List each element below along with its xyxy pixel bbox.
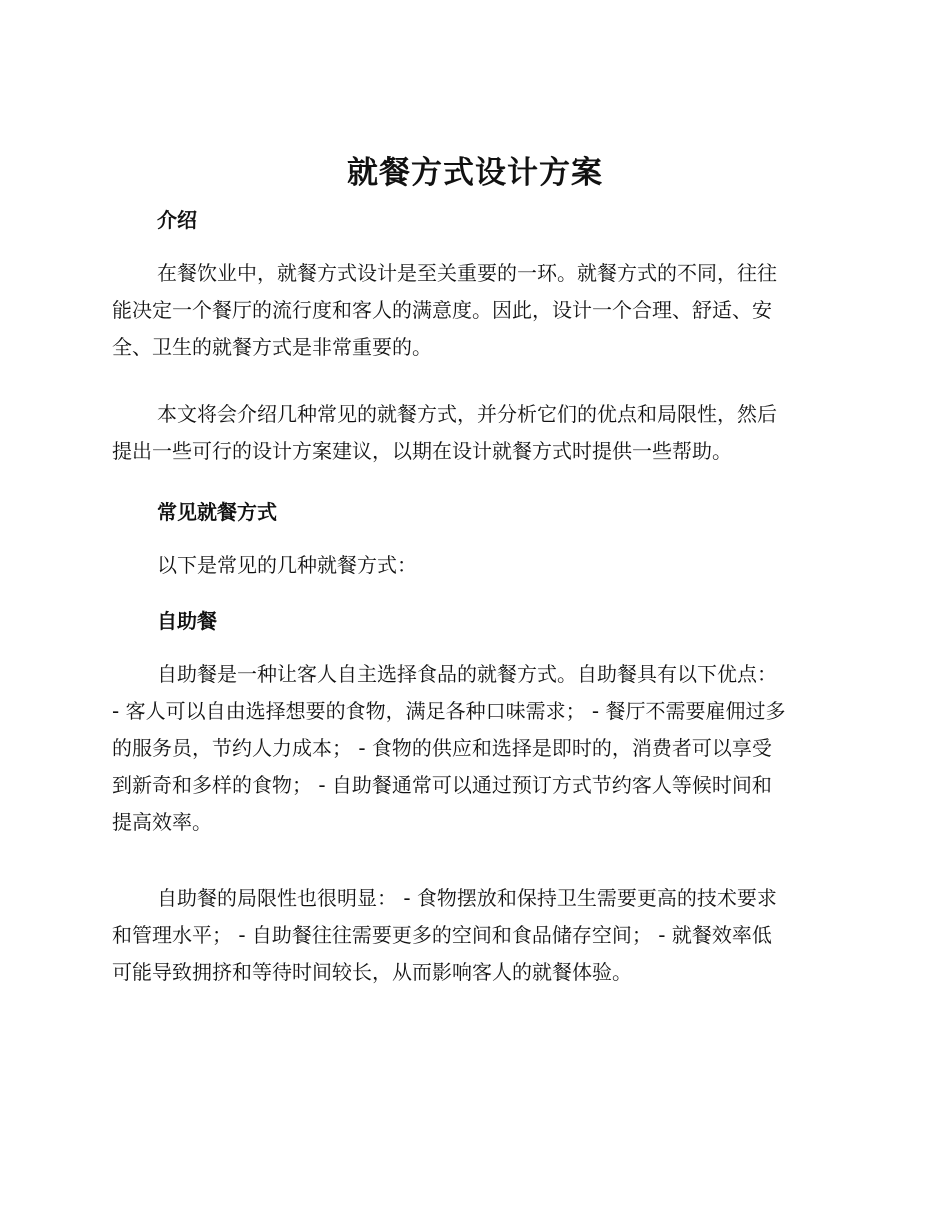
text-line: 可能导致拥挤和等待时间较长，从而影响客人的就餐体验。 xyxy=(112,960,632,984)
section-heading-intro: 介绍 xyxy=(157,208,197,232)
paragraph-intro-1 xyxy=(112,255,834,366)
text-line: 以下是常见的几种就餐方式： xyxy=(157,553,417,577)
paragraph-buffet-advantages xyxy=(112,656,834,841)
text-line: - 客人可以自由选择想要的食物，满足各种口味需求； - 餐厅不需要雇佣过多 xyxy=(112,699,786,723)
page-title: 就餐方式设计方案 xyxy=(347,155,603,191)
text-line: 自助餐的局限性也很明显： - 食物摆放和保持卫生需要更高的技术要求 xyxy=(157,886,777,910)
text-line: 提出一些可行的设计方案建议，以期在设计就餐方式时提供一些帮助。 xyxy=(112,439,732,463)
text-line: 能决定一个餐厅的流行度和客人的满意度。因此，设计一个合理、舒适、安 xyxy=(112,298,772,322)
text-line: 的服务员，节约人力成本； - 食物的供应和选择是即时的，消费者可以享受 xyxy=(112,736,772,760)
section-heading-common-methods: 常见就餐方式 xyxy=(157,500,277,524)
text-line: 全、卫生的就餐方式是非常重要的。 xyxy=(112,335,432,359)
section-heading-buffet: 自助餐 xyxy=(157,609,217,633)
text-line: 提高效率。 xyxy=(112,810,212,834)
text-line: 在餐饮业中，就餐方式设计是至关重要的一环。就餐方式的不同，往往 xyxy=(157,261,777,285)
text-line: 自助餐是一种让客人自主选择食品的就餐方式。自助餐具有以下优点： xyxy=(157,662,777,686)
paragraph-common-methods xyxy=(112,547,834,584)
text-line: 和管理水平； - 自助餐往往需要更多的空间和食品储存空间； - 就餐效率低 xyxy=(112,923,772,947)
paragraph-intro-2 xyxy=(112,396,834,470)
paragraph-buffet-limitations xyxy=(112,880,834,991)
text-line: 到新奇和多样的食物； - 自助餐通常可以通过预订方式节约客人等候时间和 xyxy=(112,773,772,797)
text-line: 本文将会介绍几种常见的就餐方式，并分析它们的优点和局限性，然后 xyxy=(157,402,777,426)
